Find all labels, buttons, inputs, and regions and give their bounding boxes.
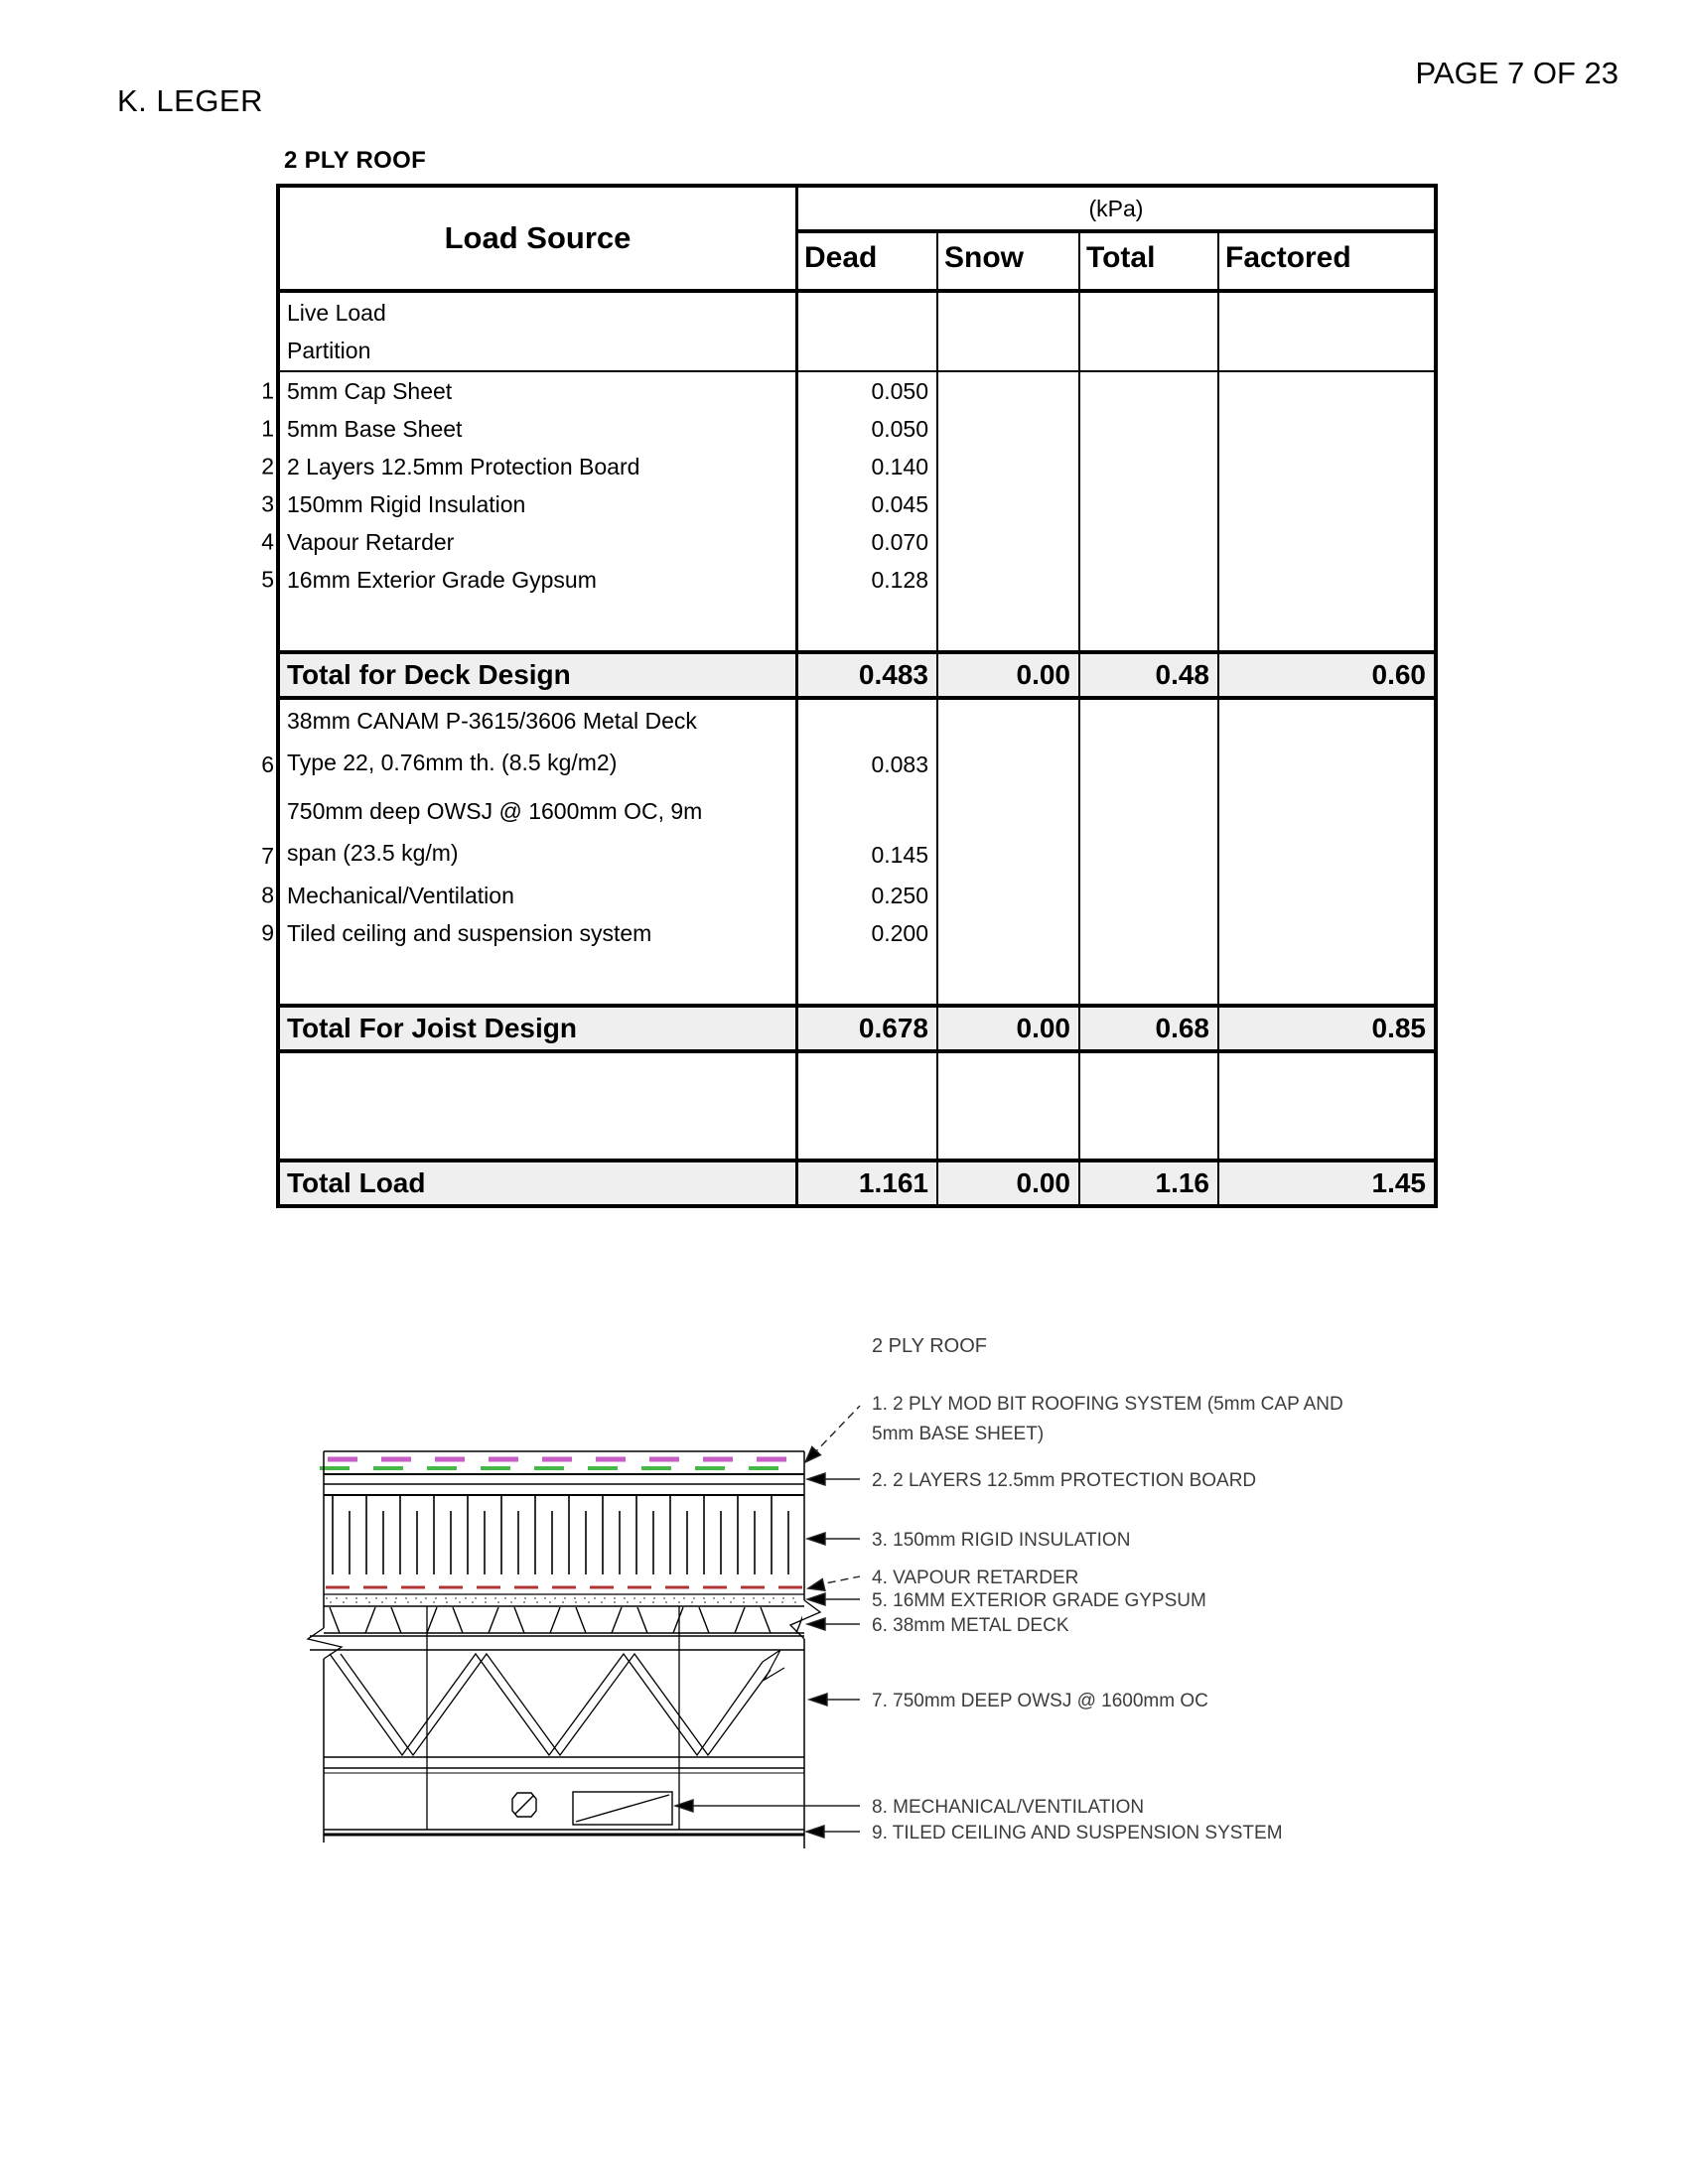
- row-label: 16mm Exterior Grade Gypsum: [280, 561, 798, 599]
- dead-value: 0.070: [798, 523, 938, 561]
- row-label: 2 Layers 12.5mm Protection Board: [280, 448, 798, 485]
- total-load-dead: 1.161: [798, 1162, 938, 1204]
- gypsum-layer: [324, 1594, 804, 1606]
- table-row: [261, 523, 1434, 561]
- column-header-dead: Dead: [798, 233, 938, 289]
- dead-value: 0.045: [798, 485, 938, 523]
- row-label: 150mm Rigid Insulation: [280, 485, 798, 523]
- callout-1-label: 1. 2 PLY MOD BIT ROOFING SYSTEM (5mm CAP AND: [872, 1394, 1343, 1415]
- total-joist-factored: 0.85: [1371, 1013, 1426, 1043]
- callout-5-label: 5. 16MM EXTERIOR GRADE GYPSUM: [872, 1590, 1206, 1611]
- owsj-web: [330, 1650, 784, 1755]
- table-row: [261, 561, 1434, 599]
- dead-value: 0.050: [798, 372, 938, 410]
- column-header-factored: Factored: [1225, 241, 1351, 274]
- table-row: [261, 877, 1434, 914]
- callout-6-label: 6. 38mm METAL DECK: [872, 1615, 1069, 1636]
- row-number: 4: [261, 528, 274, 555]
- row-label-line1: 750mm deep OWSJ @ 1600mm OC, 9m: [287, 798, 703, 824]
- table-row-live-load: [280, 293, 1434, 372]
- row-label-line2: Type 22, 0.76mm th. (8.5 kg/m2): [287, 750, 618, 775]
- total-load-row: [280, 1159, 1434, 1204]
- author-name: K. LEGER: [117, 83, 263, 118]
- table-row: [261, 914, 1434, 952]
- total-deck-total: 0.48: [1080, 654, 1219, 696]
- dead-value: 0.140: [798, 448, 938, 485]
- diagram-title: 2 PLY ROOF: [872, 1335, 987, 1357]
- callout-3-label: 3. 150mm RIGID INSULATION: [872, 1530, 1131, 1551]
- spacer-row: [280, 1053, 1434, 1159]
- table-row: [261, 485, 1434, 523]
- protection-board-layer: [324, 1484, 804, 1495]
- rigid-insulation-layer: [325, 1495, 803, 1580]
- table-row: [261, 448, 1434, 485]
- total-deck-snow: 0.00: [938, 654, 1080, 696]
- total-joist-total: 0.68: [1080, 1008, 1219, 1049]
- table-row: [261, 372, 1434, 410]
- total-load-snow: 0.00: [938, 1162, 1080, 1204]
- spacer-row: [280, 952, 1434, 1004]
- spacer-row: [280, 599, 1434, 650]
- callout-4-label: 4. VAPOUR RETARDER: [872, 1568, 1079, 1588]
- callout-7-label: 7. 750mm DEEP OWSJ @ 1600mm OC: [872, 1691, 1208, 1711]
- total-deck-label: Total for Deck Design: [280, 654, 798, 696]
- total-deck-row: [280, 650, 1434, 700]
- row-number: 3: [261, 490, 274, 517]
- table-row: [261, 700, 1434, 785]
- total-joist-snow: 0.00: [938, 1008, 1080, 1049]
- row-number: 5: [261, 566, 274, 593]
- row-number: 6: [261, 751, 274, 777]
- row-label: Tiled ceiling and suspension system: [280, 914, 798, 952]
- membrane-layer: [320, 1451, 804, 1474]
- row-number: 1: [261, 377, 274, 404]
- row-number: 1: [261, 415, 274, 442]
- table-row: [261, 785, 1434, 877]
- dead-value: 0.050: [798, 410, 938, 448]
- row-label-line1: 38mm CANAM P-3615/3606 Metal Deck: [287, 708, 697, 734]
- callout-2-label: 2. 2 LAYERS 12.5mm PROTECTION BOARD: [872, 1470, 1257, 1491]
- page-number: PAGE 7 OF 23: [1415, 56, 1618, 90]
- dead-value: 0.083: [798, 700, 938, 786]
- total-joist-label: Total For Joist Design: [280, 1008, 798, 1049]
- row-label-line2: span (23.5 kg/m): [287, 840, 459, 866]
- row-number: 2: [261, 453, 274, 479]
- row-label: 5mm Cap Sheet: [280, 372, 798, 410]
- total-joist-row: [280, 1004, 1434, 1053]
- total-load-total: 1.16: [1080, 1162, 1219, 1204]
- column-header-total: Total: [1080, 233, 1219, 289]
- row-label: 5mm Base Sheet: [280, 410, 798, 448]
- row-number: 7: [261, 843, 274, 869]
- ceiling-layer: [324, 1830, 804, 1835]
- table-row: [261, 410, 1434, 448]
- column-header-load-source: Load Source: [280, 188, 798, 289]
- live-load-label: Live Load: [287, 300, 386, 326]
- row-number: 8: [261, 882, 274, 908]
- dead-value: 0.250: [798, 877, 938, 914]
- total-load-factored: 1.45: [1371, 1167, 1426, 1198]
- owsj-top-chord: [310, 1636, 804, 1650]
- total-deck-dead: 0.483: [798, 654, 938, 696]
- dead-value: 0.200: [798, 914, 938, 952]
- row-label: Mechanical/Ventilation: [280, 877, 798, 914]
- callout-1-label-line2: 5mm BASE SHEET): [872, 1424, 1045, 1444]
- dead-value: 0.145: [798, 785, 938, 877]
- column-header-snow: Snow: [938, 233, 1080, 289]
- mechanical-symbols: [512, 1792, 672, 1825]
- row-label: Vapour Retarder: [280, 523, 798, 561]
- dead-value: 0.128: [798, 561, 938, 599]
- unit-header: (kPa): [798, 188, 1434, 233]
- roof-section-diagram: [298, 1291, 1410, 1866]
- total-deck-factored: 0.60: [1371, 659, 1426, 690]
- load-table: [261, 184, 1438, 1208]
- partition-label: Partition: [287, 338, 371, 363]
- owsj-bottom-chord: [324, 1757, 804, 1773]
- table-title: 2 PLY ROOF: [284, 147, 427, 174]
- total-load-label: Total Load: [280, 1162, 798, 1204]
- callout-8-label: 8. MECHANICAL/VENTILATION: [872, 1797, 1145, 1818]
- metal-deck-layer: [324, 1607, 804, 1633]
- table-header: [280, 188, 1434, 293]
- total-joist-dead: 0.678: [798, 1008, 938, 1049]
- callout-9-label: 9. TILED CEILING AND SUSPENSION SYSTEM: [872, 1823, 1283, 1843]
- row-number: 9: [261, 919, 274, 946]
